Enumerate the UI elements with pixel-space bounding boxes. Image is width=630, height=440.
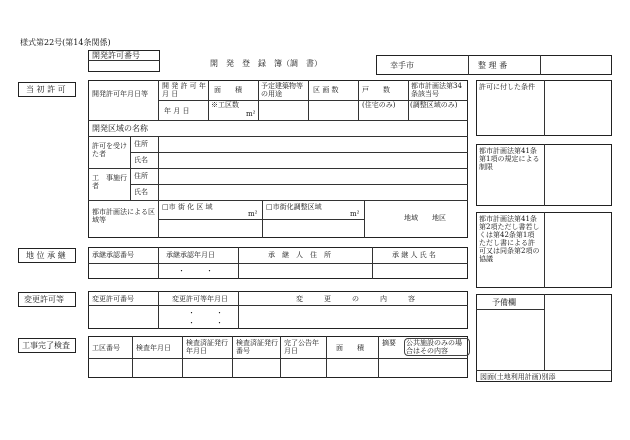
contractor-name-label: 氏名 [134, 188, 148, 196]
section-initial-permit-label: 当 初 許 可 [26, 85, 66, 94]
inspection-date-label: 検査年月日 [136, 344, 171, 352]
section-succession-label: 地 位 承 継 [26, 251, 66, 260]
succession-date-dots: ・ ・ [178, 267, 213, 275]
contractor-label: 工 事施行者 [92, 174, 127, 190]
successor-name: 承 継 人 氏 名 [392, 251, 436, 259]
contractor-address-label: 住所 [134, 172, 148, 180]
urban-zone-checkbox[interactable]: □市 街 化 区 域 [162, 203, 213, 211]
city-name: 幸手市 [390, 61, 414, 70]
section-completion-label: 工事完了検査 [22, 341, 70, 350]
area-label: 面 積 [214, 86, 242, 94]
change-permit-no: 変更許可番号 [92, 295, 134, 303]
household-note: (住宅のみ) [362, 101, 396, 109]
certificate-date-label: 検査済証発行年月日 [186, 339, 228, 355]
control-zone-unit: m² [350, 210, 360, 218]
article34-label: 都市計画法第34条該当号 [411, 82, 462, 98]
site-name-label: 開発区域の名称 [92, 124, 148, 133]
permit-number-label: 開発許可番号 [92, 51, 140, 60]
change-date-dots-1: ・ ・ [188, 309, 223, 317]
successor-address: 承 継 人 住 所 [268, 251, 331, 259]
permit-date-sub-label: 開 発 許 可 年 月 日 [162, 82, 206, 98]
change-date-dots-2: ・ ・ [188, 319, 223, 327]
certificate-no-label: 検査済証発行番号 [236, 339, 278, 355]
notice-date-label: 完了公告年月日 [284, 339, 319, 355]
succession-approval-no: 承継承認番号 [92, 251, 134, 259]
change-permit-date: 変更許可等年月日 [172, 295, 228, 303]
district-count-note: ※工区数 [211, 101, 239, 109]
urban-zone-unit: m² [248, 210, 258, 218]
zone-label: 都市計画法による区域等 [92, 208, 155, 224]
article34-note: (調整区域のみ) [410, 101, 458, 109]
control-zone-checkbox[interactable]: □市街化調整区域 [266, 203, 322, 211]
district-no-label: 工区番号 [92, 344, 120, 352]
permittee-address-label: 住所 [134, 140, 148, 148]
article41-2-label: 都市計画法第41条第2項ただし書若しくは第42条第1項ただし書による許可又は同条第2項の協議 [479, 215, 540, 263]
area-unit: m² [246, 110, 256, 118]
permittee-name-label: 氏名 [134, 156, 148, 164]
building-use-label: 予定建築物等の用途 [261, 82, 303, 98]
district-label: 地域 地区 [404, 214, 446, 222]
summary-label: 摘要 [382, 339, 396, 347]
household-count-label: 戸 数 [362, 86, 390, 94]
conditions-label: 許可に付した条件 [479, 83, 535, 91]
lot-count-label: 区 画 数 [313, 86, 339, 94]
change-content: 変 更 の 内 容 [296, 295, 415, 303]
article41-label: 都市計画法第41条第1項の規定による制限 [479, 147, 540, 171]
register-title: 開 発 登 録 簿（調 書） [210, 59, 322, 68]
succession-approval-date: 承継承認年月日 [166, 251, 215, 259]
map-attached-label: 図面(土地利用計画)別添 [480, 373, 556, 381]
ymd-label: 年 月 日 [164, 107, 190, 115]
section-change-permit-label: 変更許可等 [24, 295, 64, 304]
ledger-number-label: 整 理 番 [478, 61, 508, 70]
completion-area-label: 面 積 [336, 344, 364, 352]
form-number: 様式第22号(第14条関係) [20, 38, 111, 47]
summary-note: 公共施設のみの場合はその内容 [404, 338, 470, 356]
reserve-label: 予備欄 [492, 298, 516, 307]
permittee-label: 許可を受けた者 [92, 142, 127, 158]
permit-date-label: 開発許可年月日等 [92, 90, 148, 98]
